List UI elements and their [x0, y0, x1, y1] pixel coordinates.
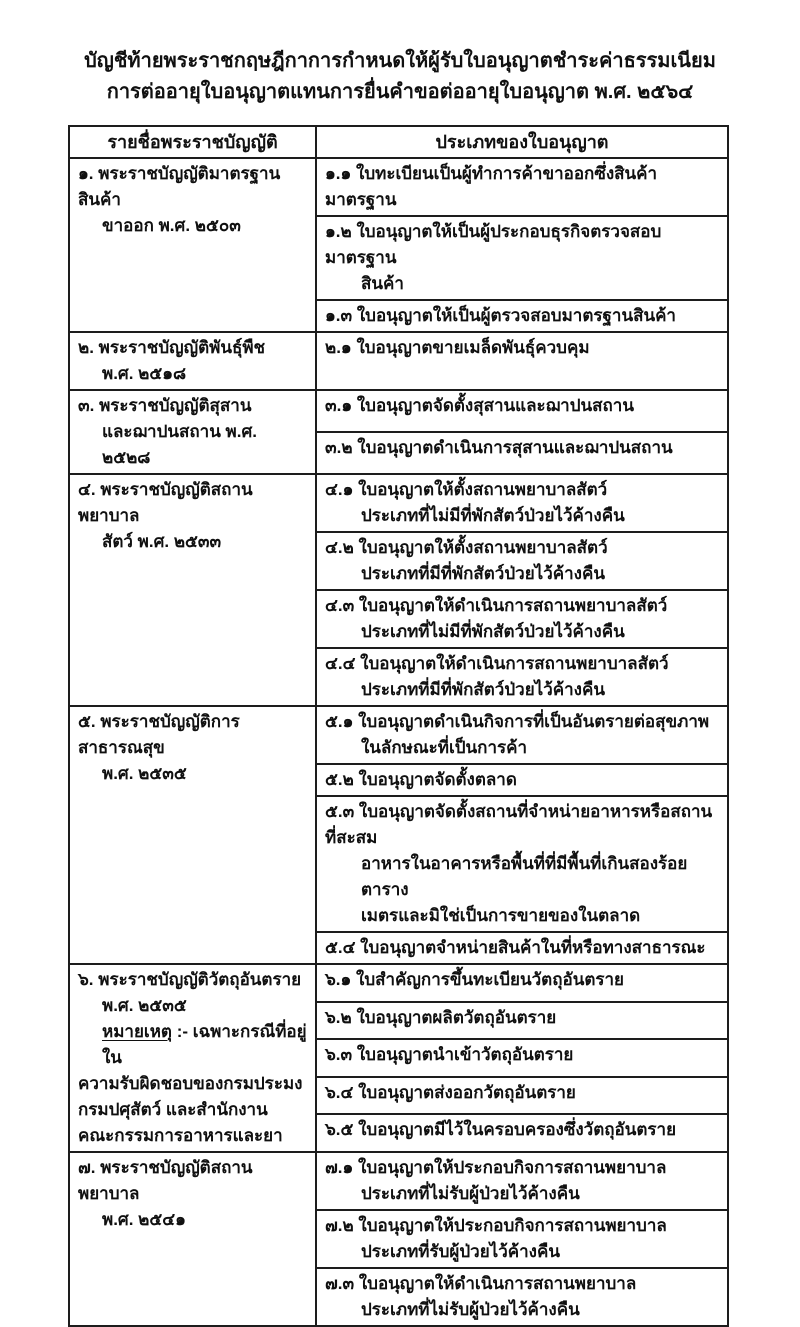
table-row	[69, 1152, 728, 1210]
license-cell	[316, 474, 728, 532]
act-name-line: ๕. พระราชบัญญัติการสาธารณสุข	[78, 712, 240, 757]
license-line: ๕.๓ ใบอนุญาตจัดตั้งสถานที่จำหน่ายอาหารหรือสถานที่สะสม	[325, 802, 713, 847]
license-line: ๗.๒ ใบอนุญาตให้ประกอบกิจการสถานพยาบาล	[325, 1216, 667, 1235]
table-row	[69, 332, 728, 390]
license-cell	[316, 390, 728, 432]
act-name-line: พ.ศ. ๒๕๓๕	[102, 996, 187, 1015]
license-cell	[316, 1039, 728, 1077]
license-line: ๑.๑ ใบทะเบียนเป็นผู้ทำการค้าขาออกซึ่งสินค้ามาตรฐาน	[325, 164, 658, 209]
act-name-line: ๓. พระราชบัญญัติสุสาน	[78, 396, 252, 415]
act-name-cell	[69, 964, 316, 1152]
table-row	[69, 158, 728, 216]
license-line: ประเภทที่ไม่รับผู้ป่วยไว้ค้างคืน	[361, 1184, 580, 1203]
document-title-line-2: การต่ออายุใบอนุญาตแทนการยื่นคำขอต่ออายุใบอนุญาต พ.ศ. ๒๕๖๔	[106, 81, 694, 103]
column-header-act-name: รายชื่อพระราชบัญญัติ	[69, 126, 316, 158]
license-line: ๕.๑ ใบอนุญาตดำเนินกิจการที่เป็นอันตรายต่อสุขภาพ	[325, 712, 710, 731]
note-label: หมายเหตุ	[102, 1022, 172, 1041]
license-line: ๔.๓ ใบอนุญาตให้ดำเนินการสถานพยาบาลสัตว์	[325, 596, 668, 615]
act-name-line: ขาออก พ.ศ. ๒๕๐๓	[102, 216, 241, 235]
license-cell	[316, 1152, 728, 1210]
license-cell	[316, 332, 728, 390]
license-line: ๒.๑ ใบอนุญาตขายเมล็ดพันธุ์ควบคุม	[325, 338, 590, 357]
license-cell	[316, 764, 728, 796]
table-body	[69, 158, 728, 1326]
act-name-line: คณะกรรมการอาหารและยา	[78, 1126, 283, 1145]
act-name-cell	[69, 474, 316, 706]
license-line: ๖.๓ ใบอนุญาตนำเข้าวัตถุอันตราย	[325, 1045, 574, 1065]
license-cell	[316, 932, 728, 964]
act-name-line: กรมปศุสัตว์ และสำนักงาน	[78, 1100, 268, 1119]
table-row	[69, 474, 728, 532]
license-line: ประเภทที่ไม่มีที่พักสัตว์ป่วยไว้ค้างคืน	[361, 506, 625, 525]
license-line: ๔.๔ ใบอนุญาตให้ดำเนินการสถานพยาบาลสัตว์	[325, 654, 669, 673]
act-name-line: ความรับผิดชอบของกรมประมง	[78, 1074, 303, 1093]
act-name-line: หมายเหตุ :- เฉพาะกรณีที่อยู่ใน	[102, 1022, 307, 1067]
license-line: ประเภทที่มีที่พักสัตว์ป่วยไว้ค้างคืน	[361, 564, 605, 583]
license-line: สินค้า	[361, 274, 404, 293]
license-line: ประเภทที่มีที่พักสัตว์ป่วยไว้ค้างคืน	[361, 680, 605, 699]
license-cell	[316, 300, 728, 332]
license-cell	[316, 532, 728, 590]
act-name-line: ๒. พระราชบัญญัติพันธุ์พืช	[78, 338, 266, 357]
act-name-line: พ.ศ. ๒๕๑๘	[102, 364, 187, 383]
license-line: ๖.๑ ใบสำคัญการขึ้นทะเบียนวัตถุอันตราย	[325, 970, 625, 989]
act-name-line: สัตว์ พ.ศ. ๒๕๓๓	[102, 532, 222, 551]
act-name-line: พ.ศ. ๒๕๓๕	[102, 764, 187, 783]
license-line: ในลักษณะที่เป็นการค้า	[361, 738, 528, 757]
act-name-line: และฌาปนสถาน พ.ศ. ๒๕๒๘	[102, 422, 257, 467]
license-cell	[316, 432, 728, 474]
table-row	[69, 964, 728, 1002]
license-line: ๖.๔ ใบอนุญาตส่งออกวัตถุอันตราย	[325, 1082, 576, 1102]
act-name-line: ๗. พระราชบัญญัติสถานพยาบาล	[78, 1158, 253, 1203]
act-name-line: พ.ศ. ๒๕๔๑	[102, 1210, 186, 1229]
act-name-line: ๑. พระราชบัญญัติมาตรฐานสินค้า	[78, 164, 281, 209]
document-title	[0, 0, 800, 108]
license-line: ๑.๓ ใบอนุญาตให้เป็นผู้ตรวจสอบมาตรฐานสินค้า	[325, 306, 676, 325]
column-header-license-type: ประเภทของใบอนุญาต	[316, 126, 728, 158]
licenses-table	[68, 125, 729, 1327]
act-name-cell	[69, 158, 316, 332]
table-row	[69, 390, 728, 432]
act-name-cell	[69, 706, 316, 964]
license-line: ๕.๔ ใบอนุญาตจำหน่ายสินค้าในที่หรือทางสาธารณะ	[325, 938, 706, 957]
license-cell	[316, 706, 728, 764]
license-line: ๑.๒ ใบอนุญาตให้เป็นผู้ประกอบธุรกิจตรวจสอบมาตรฐาน	[325, 222, 662, 267]
act-name-cell	[69, 1152, 316, 1326]
license-line: ๓.๑ ใบอนุญาตจัดตั้งสุสานและฌาปนสถาน	[325, 396, 634, 415]
act-name-cell	[69, 390, 316, 474]
act-name-cell	[69, 332, 316, 390]
license-cell	[316, 1210, 728, 1268]
license-cell	[316, 216, 728, 300]
license-line: ๓.๒ ใบอนุญาตดำเนินการสุสานและฌาปนสถาน	[325, 438, 673, 457]
license-cell	[316, 590, 728, 648]
license-line: ๖.๒ ใบอนุญาตผลิตวัตถุอันตราย	[325, 1007, 557, 1027]
license-cell	[316, 964, 728, 1002]
license-line: ๗.๑ ใบอนุญาตให้ประกอบกิจการสถานพยาบาล	[325, 1158, 667, 1177]
license-line: ๗.๓ ใบอนุญาตให้ดำเนินการสถานพยาบาล	[325, 1274, 637, 1293]
license-line: อาหารในอาคารหรือพื้นที่ที่มีพื้นที่เกินสองร้อยตาราง	[361, 854, 688, 899]
act-name-line: ๖. พระราชบัญญัติวัตถุอันตราย	[78, 970, 302, 989]
license-cell	[316, 796, 728, 932]
license-cell	[316, 1114, 728, 1152]
license-cell	[316, 1268, 728, 1326]
document-title-line-1: บัญชีท้ายพระราชกฤษฎีกาการกำหนดให้ผู้รับใบอนุญาตชำระค่าธรรมเนียม	[84, 50, 716, 72]
license-cell	[316, 648, 728, 706]
license-cell	[316, 158, 728, 216]
license-cell	[316, 1077, 728, 1115]
license-line: ประเภทที่ไม่รับผู้ป่วยไว้ค้างคืน	[361, 1300, 580, 1319]
license-line: ๕.๒ ใบอนุญาตจัดตั้งตลาด	[325, 770, 517, 789]
table-row	[69, 706, 728, 764]
license-line: ประเภทที่ไม่มีที่พักสัตว์ป่วยไว้ค้างคืน	[361, 622, 625, 641]
license-line: ๔.๑ ใบอนุญาตให้ตั้งสถานพยาบาลสัตว์	[325, 480, 608, 499]
table-header-row	[69, 126, 728, 158]
license-line: ๖.๕ ใบอนุญาตมีไว้ในครอบครองซึ่งวัตถุอันตราย	[325, 1120, 677, 1140]
license-cell	[316, 1002, 728, 1040]
license-line: ประเภทที่รับผู้ป่วยไว้ค้างคืน	[361, 1242, 560, 1261]
license-line: ๔.๒ ใบอนุญาตให้ตั้งสถานพยาบาลสัตว์	[325, 538, 608, 557]
license-line: เมตรและมิใช่เป็นการขายของในตลาด	[361, 906, 641, 925]
act-name-line: ๔. พระราชบัญญัติสถานพยาบาล	[78, 480, 253, 525]
